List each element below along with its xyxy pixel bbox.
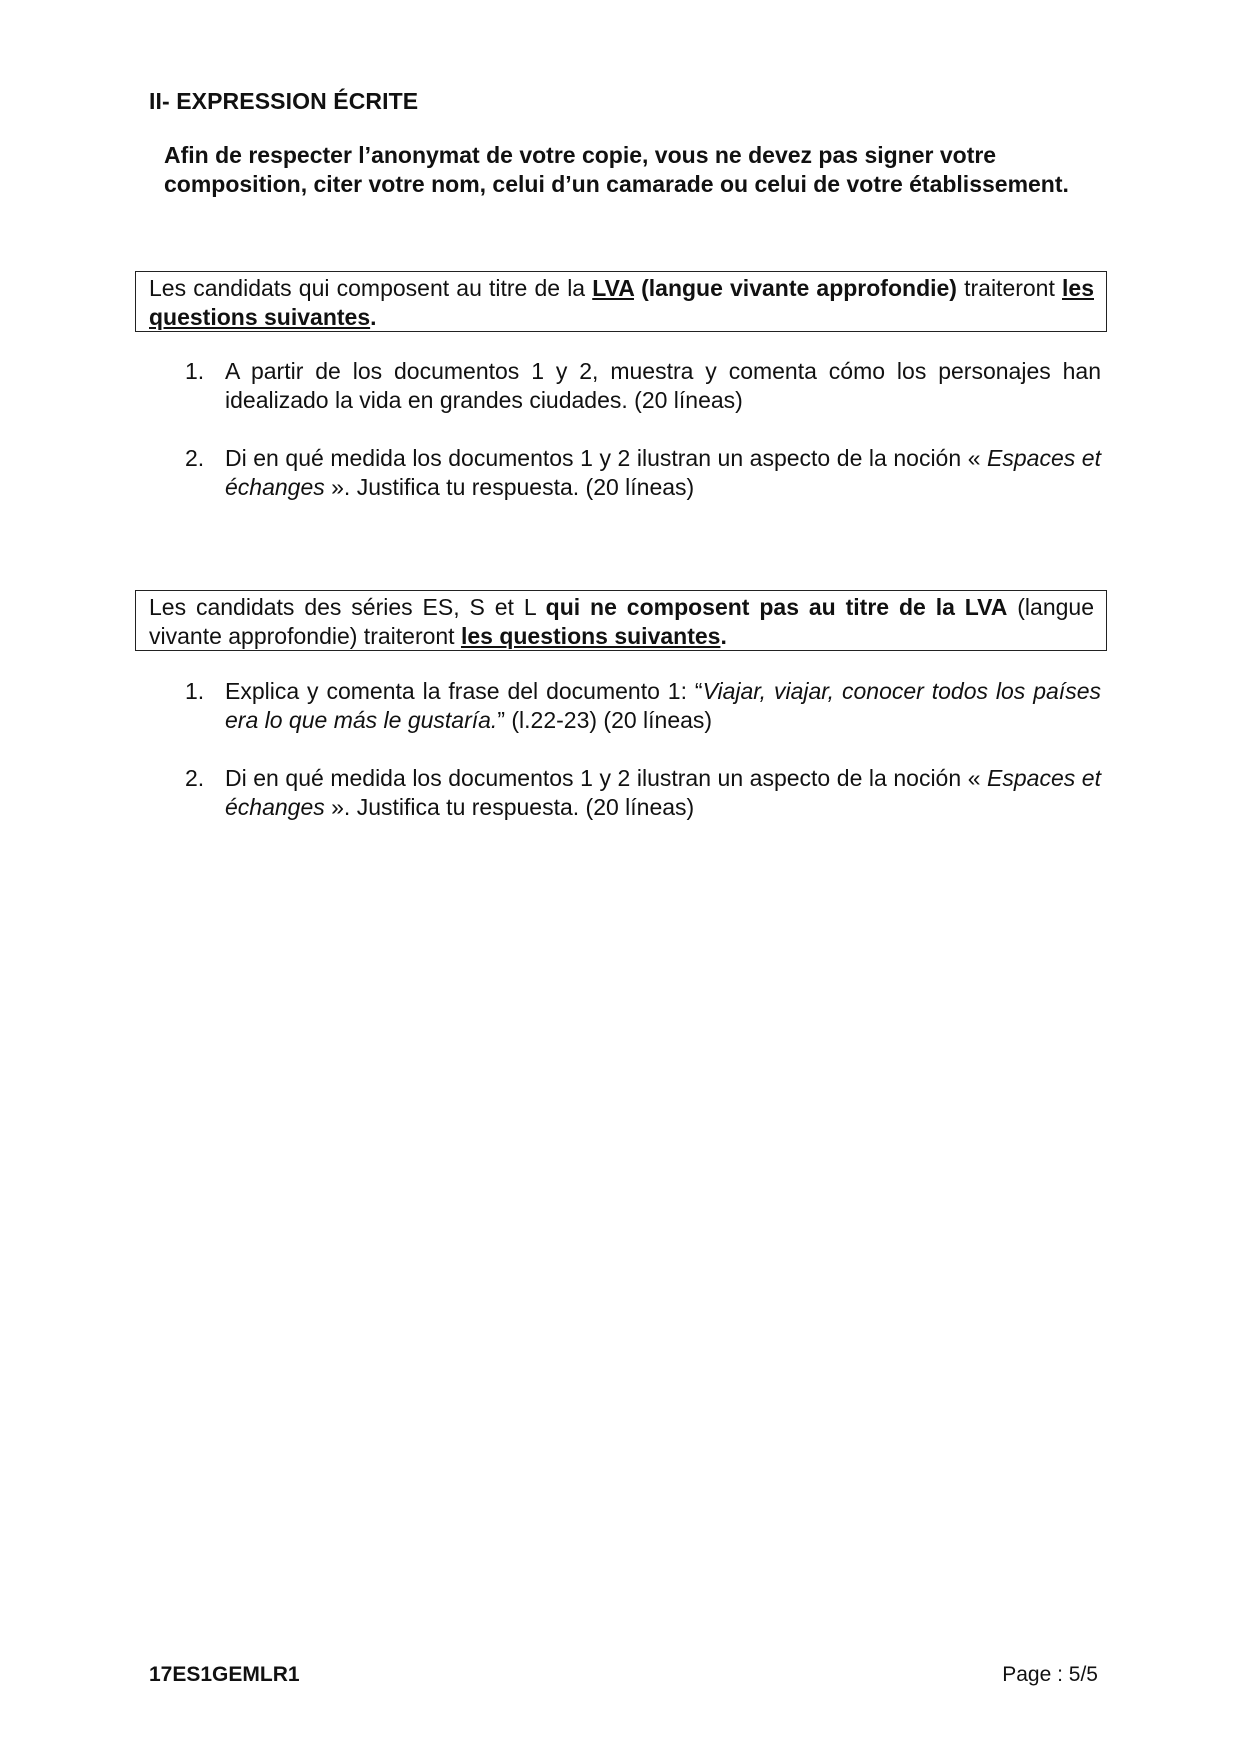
question-number: 1.	[185, 358, 205, 384]
question-number: 2.	[185, 445, 205, 471]
notion-name: Espaces et échanges	[225, 765, 1101, 820]
non-lva-question-2	[185, 764, 1101, 822]
lva-question-1	[185, 357, 1101, 415]
non-lva-question-list	[185, 677, 1101, 851]
lva-box-questions-label: les questions suivantes	[149, 275, 1094, 330]
lva-question-list	[185, 357, 1101, 531]
notion-name: Espaces et échanges	[225, 445, 1101, 500]
non-lva-box-text-2: (langue vivante approfondie) traiteront	[149, 594, 1094, 649]
lva-box-period: .	[370, 304, 377, 330]
question-text-end: ». Justifica tu respuesta. (20 líneas)	[324, 474, 695, 500]
question-number: 2.	[185, 765, 205, 791]
non-lva-instruction-box	[135, 590, 1107, 651]
lva-box-text-1: Les candidats qui composent au titre de la	[149, 275, 593, 301]
non-lva-box-questions-label: les questions suivantes	[460, 623, 721, 649]
lva-box-lva-expansion: (langue vivante approfondie)	[633, 275, 957, 301]
lva-box-text-2: traiteront	[956, 275, 1063, 301]
question-text-start: Di en qué medida los documentos 1 y 2 ilustran un aspecto de la noción «	[225, 445, 988, 471]
footer-document-code: 17ES1GEMLR1	[149, 1663, 300, 1686]
non-lva-question-1	[185, 677, 1101, 735]
question-text: A partir de los documentos 1 y 2, muestra y comenta cómo los personajes han idealizado la vida en grandes ciudades. (20 líneas)	[225, 358, 1101, 413]
question-text-end: ” (l.22-23) (20 líneas)	[497, 707, 713, 733]
question-number: 1.	[185, 678, 205, 704]
quoted-sentence: Viajar, viajar, conocer todos los países era lo que más le gustaría.	[225, 678, 1101, 733]
question-text-start: Di en qué medida los documentos 1 y 2 ilustran un aspecto de la noción «	[225, 765, 988, 791]
non-lva-box-condition: qui ne composent pas au titre de la LVA	[545, 594, 1008, 620]
lva-box-lva: LVA	[592, 275, 634, 301]
non-lva-box-period: .	[720, 623, 727, 649]
question-text-start: Explica y comenta la frase del documento 1: “	[225, 678, 703, 704]
lva-question-2	[185, 444, 1101, 502]
section-title: II- EXPRESSION ÉCRITE	[149, 88, 419, 114]
lva-instruction-box	[135, 271, 1107, 332]
question-text-end: ». Justifica tu respuesta. (20 líneas)	[324, 794, 695, 820]
footer-page-number: Page : 5/5	[1002, 1663, 1098, 1686]
anonymity-notice: Afin de respecter l’anonymat de votre copie, vous ne devez pas signer votre composition, citer votre nom, celui d’un camarade ou celui de votre établissement.	[164, 142, 1069, 197]
non-lva-box-text-1: Les candidats des séries ES, S et L	[149, 594, 546, 620]
